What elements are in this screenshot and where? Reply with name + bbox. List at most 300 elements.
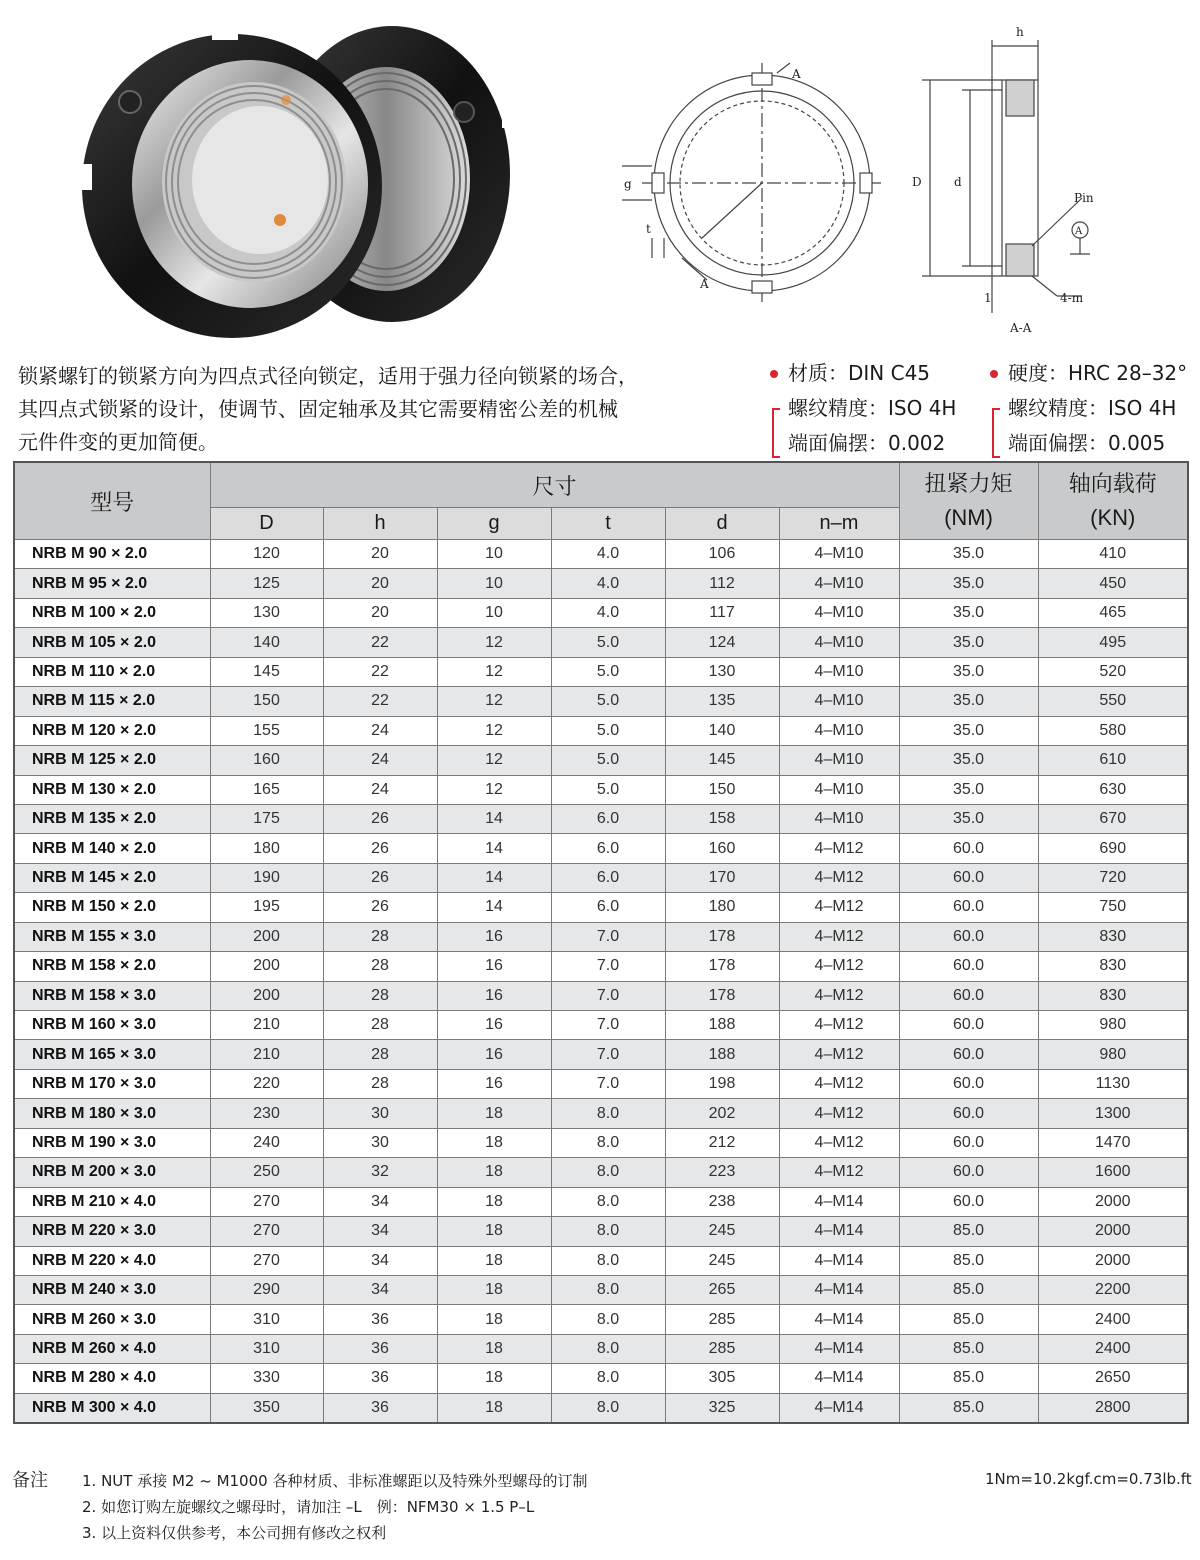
cell-h: 28 [323, 922, 437, 951]
cell-g: 14 [437, 863, 551, 892]
cell-torque: 85.0 [899, 1334, 1038, 1363]
cell-h: 34 [323, 1187, 437, 1216]
table-row [14, 775, 1188, 804]
cell-g: 18 [437, 1393, 551, 1423]
cell-load: 980 [1038, 1040, 1188, 1069]
cell-D: 190 [210, 863, 323, 892]
label-datum: A [1075, 226, 1083, 237]
table-row [14, 716, 1188, 745]
cell-h: 22 [323, 657, 437, 686]
cell-nm: 4–M12 [779, 1011, 899, 1040]
cell-D: 310 [210, 1305, 323, 1334]
cell-torque: 35.0 [899, 775, 1038, 804]
cell-d: 265 [665, 1275, 779, 1304]
table-row [14, 1393, 1188, 1423]
cell-nm: 4–M14 [779, 1393, 899, 1423]
cell-model: NRB M 170 × 3.0 [14, 1069, 210, 1098]
cell-model: NRB M 190 × 3.0 [14, 1128, 210, 1157]
cell-torque: 35.0 [899, 598, 1038, 627]
cell-D: 240 [210, 1128, 323, 1157]
cell-torque: 60.0 [899, 1128, 1038, 1157]
cell-t: 7.0 [551, 981, 665, 1010]
cell-model: NRB M 260 × 3.0 [14, 1305, 210, 1334]
cell-D: 175 [210, 804, 323, 833]
cell-g: 14 [437, 893, 551, 922]
cell-nm: 4–M12 [779, 1158, 899, 1187]
cell-D: 155 [210, 716, 323, 745]
cell-h: 26 [323, 893, 437, 922]
table-row [14, 1246, 1188, 1275]
header-col-t: t [551, 508, 665, 540]
cell-t: 6.0 [551, 863, 665, 892]
specs-hardened [990, 356, 1187, 461]
cell-load: 830 [1038, 981, 1188, 1010]
cell-d: 106 [665, 540, 779, 569]
cell-d: 188 [665, 1040, 779, 1069]
cell-g: 12 [437, 657, 551, 686]
spec-face-runout: 端面偏摆：0.005 [1008, 431, 1166, 455]
cell-d: 145 [665, 746, 779, 775]
cell-d: 305 [665, 1364, 779, 1393]
cell-g: 18 [437, 1187, 551, 1216]
spec-thread-accuracy: 螺纹精度：ISO 4H [1008, 396, 1177, 420]
label-section: A-A [1010, 321, 1032, 335]
cell-t: 5.0 [551, 687, 665, 716]
cell-nm: 4–M10 [779, 598, 899, 627]
cell-torque: 85.0 [899, 1275, 1038, 1304]
cell-h: 36 [323, 1364, 437, 1393]
spec-thread-accuracy: 螺纹精度：ISO 4H [788, 396, 957, 420]
cell-d: 117 [665, 598, 779, 627]
cell-h: 30 [323, 1099, 437, 1128]
cell-g: 16 [437, 952, 551, 981]
cell-load: 610 [1038, 746, 1188, 775]
cell-D: 220 [210, 1069, 323, 1098]
cell-model: NRB M 180 × 3.0 [14, 1099, 210, 1128]
cell-d: 198 [665, 1069, 779, 1098]
note-item: 2. 如您订购左旋螺纹之螺母时，请加注 –L 例：NFM30 × 1.5 P–L [82, 1498, 535, 1516]
cell-model: NRB M 90 × 2.0 [14, 540, 210, 569]
cell-torque: 60.0 [899, 922, 1038, 951]
cell-h: 20 [323, 540, 437, 569]
cell-g: 12 [437, 687, 551, 716]
cell-load: 630 [1038, 775, 1188, 804]
cell-load: 550 [1038, 687, 1188, 716]
cell-g: 16 [437, 981, 551, 1010]
cell-D: 180 [210, 834, 323, 863]
cell-torque: 60.0 [899, 1040, 1038, 1069]
cell-load: 2800 [1038, 1393, 1188, 1423]
cell-D: 140 [210, 628, 323, 657]
cell-torque: 60.0 [899, 1069, 1038, 1098]
cell-torque: 35.0 [899, 657, 1038, 686]
table-row [14, 1275, 1188, 1304]
cell-model: NRB M 140 × 2.0 [14, 834, 210, 863]
cell-model: NRB M 105 × 2.0 [14, 628, 210, 657]
cell-torque: 35.0 [899, 804, 1038, 833]
cell-D: 165 [210, 775, 323, 804]
cell-load: 830 [1038, 922, 1188, 951]
cell-torque: 85.0 [899, 1364, 1038, 1393]
label-h: h [1016, 25, 1024, 39]
cell-torque: 85.0 [899, 1393, 1038, 1423]
cell-nm: 4–M12 [779, 863, 899, 892]
cell-t: 4.0 [551, 540, 665, 569]
cell-t: 4.0 [551, 598, 665, 627]
cell-D: 150 [210, 687, 323, 716]
cell-model: NRB M 150 × 2.0 [14, 893, 210, 922]
note-item: 3. 以上资料仅供参考，本公司拥有修改之权利 [82, 1524, 387, 1542]
cell-d: 150 [665, 775, 779, 804]
cell-nm: 4–M10 [779, 657, 899, 686]
cell-nm: 4–M14 [779, 1305, 899, 1334]
label-D: D [912, 175, 922, 189]
cell-g: 18 [437, 1334, 551, 1363]
cell-model: NRB M 135 × 2.0 [14, 804, 210, 833]
cell-D: 130 [210, 598, 323, 627]
cell-nm: 4–M10 [779, 746, 899, 775]
cell-g: 14 [437, 804, 551, 833]
cell-h: 22 [323, 687, 437, 716]
header-col-D: D [210, 508, 323, 540]
table-row [14, 657, 1188, 686]
cell-h: 28 [323, 952, 437, 981]
cell-d: 140 [665, 716, 779, 745]
cell-g: 12 [437, 628, 551, 657]
description-line: 其四点式锁紧的设计，使调节、固定轴承及其它需要精密公差的机械 [18, 397, 618, 421]
cell-D: 195 [210, 893, 323, 922]
cell-h: 34 [323, 1246, 437, 1275]
cell-load: 1470 [1038, 1128, 1188, 1157]
cell-d: 135 [665, 687, 779, 716]
cell-h: 22 [323, 628, 437, 657]
cell-h: 28 [323, 1040, 437, 1069]
cell-t: 7.0 [551, 1011, 665, 1040]
table-row [14, 981, 1188, 1010]
cell-g: 10 [437, 569, 551, 598]
cell-load: 2650 [1038, 1364, 1188, 1393]
cell-nm: 4–M10 [779, 569, 899, 598]
cell-nm: 4–M12 [779, 922, 899, 951]
cell-torque: 35.0 [899, 540, 1038, 569]
cell-d: 130 [665, 657, 779, 686]
cell-nm: 4–M12 [779, 1128, 899, 1157]
cell-h: 28 [323, 1011, 437, 1040]
cell-D: 290 [210, 1275, 323, 1304]
cell-t: 8.0 [551, 1246, 665, 1275]
cell-d: 245 [665, 1246, 779, 1275]
table-row [14, 1040, 1188, 1069]
label-a-bottom: A [700, 277, 709, 291]
cell-t: 5.0 [551, 746, 665, 775]
note-item: 1. NUT 承接 M2 ~ M1000 各种材质、非标准螺距以及特殊外型螺母的订制 [82, 1472, 588, 1490]
cell-d: 178 [665, 952, 779, 981]
cell-t: 5.0 [551, 775, 665, 804]
cell-D: 210 [210, 1040, 323, 1069]
cell-g: 18 [437, 1305, 551, 1334]
cell-t: 4.0 [551, 569, 665, 598]
cell-h: 28 [323, 1069, 437, 1098]
table-row [14, 1305, 1188, 1334]
technical-drawing [612, 18, 1102, 348]
cell-nm: 4–M12 [779, 893, 899, 922]
cell-load: 2200 [1038, 1275, 1188, 1304]
label-a-top: A [792, 67, 801, 81]
cell-D: 145 [210, 657, 323, 686]
cell-d: 112 [665, 569, 779, 598]
table-row [14, 863, 1188, 892]
cell-load: 2400 [1038, 1305, 1188, 1334]
description-line: 锁紧螺钉的锁紧方向为四点式径向锁定，适用于强力径向锁紧的场合， [18, 364, 638, 388]
table-row [14, 628, 1188, 657]
cell-model: NRB M 160 × 3.0 [14, 1011, 210, 1040]
cell-model: NRB M 260 × 4.0 [14, 1334, 210, 1363]
cell-model: NRB M 120 × 2.0 [14, 716, 210, 745]
cell-nm: 4–M10 [779, 540, 899, 569]
cell-model: NRB M 220 × 3.0 [14, 1217, 210, 1246]
cell-g: 16 [437, 1011, 551, 1040]
front-view [622, 63, 882, 303]
cell-D: 200 [210, 981, 323, 1010]
cell-d: 285 [665, 1334, 779, 1363]
cell-model: NRB M 158 × 2.0 [14, 952, 210, 981]
table-row [14, 1217, 1188, 1246]
cell-D: 270 [210, 1217, 323, 1246]
cell-t: 6.0 [551, 893, 665, 922]
cell-t: 7.0 [551, 1069, 665, 1098]
cell-load: 2000 [1038, 1217, 1188, 1246]
cell-D: 160 [210, 746, 323, 775]
cell-h: 34 [323, 1275, 437, 1304]
cell-t: 7.0 [551, 1040, 665, 1069]
cell-h: 36 [323, 1305, 437, 1334]
cell-g: 16 [437, 922, 551, 951]
spec-hardness: 硬度：HRC 28–32° [1008, 361, 1188, 385]
cell-model: NRB M 130 × 2.0 [14, 775, 210, 804]
table-row [14, 922, 1188, 951]
cell-torque: 85.0 [899, 1305, 1038, 1334]
cell-t: 7.0 [551, 952, 665, 981]
cell-g: 14 [437, 834, 551, 863]
cell-t: 8.0 [551, 1275, 665, 1304]
cell-load: 1600 [1038, 1158, 1188, 1187]
cell-d: 325 [665, 1393, 779, 1423]
cell-d: 124 [665, 628, 779, 657]
product-photo [72, 14, 522, 344]
cell-load: 2000 [1038, 1246, 1188, 1275]
cell-nm: 4–M14 [779, 1275, 899, 1304]
spec-table [13, 461, 1189, 1424]
label-4m: 4-m [1060, 291, 1084, 305]
cell-torque: 85.0 [899, 1246, 1038, 1275]
label-t: t [646, 222, 651, 236]
cell-nm: 4–M10 [779, 628, 899, 657]
label-g: g [624, 177, 632, 191]
cell-nm: 4–M10 [779, 687, 899, 716]
cell-t: 8.0 [551, 1158, 665, 1187]
cell-nm: 4–M12 [779, 952, 899, 981]
cell-torque: 85.0 [899, 1217, 1038, 1246]
cell-t: 7.0 [551, 922, 665, 951]
cell-t: 6.0 [551, 834, 665, 863]
cell-t: 8.0 [551, 1305, 665, 1334]
cell-D: 200 [210, 922, 323, 951]
label-1: 1 [984, 291, 992, 305]
cell-load: 830 [1038, 952, 1188, 981]
header-torque-unit: (NM) [944, 505, 993, 530]
cell-model: NRB M 220 × 4.0 [14, 1246, 210, 1275]
section-view [922, 40, 1090, 313]
table-row [14, 540, 1188, 569]
cell-D: 330 [210, 1364, 323, 1393]
cell-torque: 35.0 [899, 687, 1038, 716]
cell-model: NRB M 95 × 2.0 [14, 569, 210, 598]
cell-load: 580 [1038, 716, 1188, 745]
cell-nm: 4–M12 [779, 981, 899, 1010]
cell-g: 18 [437, 1275, 551, 1304]
cell-nm: 4–M14 [779, 1334, 899, 1363]
cell-torque: 60.0 [899, 1187, 1038, 1216]
cell-torque: 35.0 [899, 628, 1038, 657]
cell-t: 8.0 [551, 1364, 665, 1393]
cell-D: 310 [210, 1334, 323, 1363]
cell-D: 125 [210, 569, 323, 598]
cell-h: 36 [323, 1393, 437, 1423]
cell-g: 18 [437, 1158, 551, 1187]
cell-load: 690 [1038, 834, 1188, 863]
cell-h: 34 [323, 1217, 437, 1246]
header-load-label: 轴向载荷 [1068, 471, 1157, 496]
table-row [14, 1099, 1188, 1128]
cell-model: NRB M 200 × 3.0 [14, 1158, 210, 1187]
header-dimensions: 尺寸 [210, 462, 899, 508]
cell-d: 160 [665, 834, 779, 863]
cell-d: 245 [665, 1217, 779, 1246]
cell-g: 12 [437, 746, 551, 775]
cell-g: 16 [437, 1069, 551, 1098]
cell-nm: 4–M12 [779, 1069, 899, 1098]
cell-g: 18 [437, 1364, 551, 1393]
table-row [14, 1158, 1188, 1187]
cell-g: 18 [437, 1099, 551, 1128]
table-row [14, 1128, 1188, 1157]
cell-g: 18 [437, 1128, 551, 1157]
cell-h: 36 [323, 1334, 437, 1363]
spec-material: 材质：DIN C45 [788, 361, 931, 385]
cell-load: 750 [1038, 893, 1188, 922]
cell-model: NRB M 210 × 4.0 [14, 1187, 210, 1216]
header-col-d: d [665, 508, 779, 540]
cell-d: 223 [665, 1158, 779, 1187]
cell-d: 158 [665, 804, 779, 833]
cell-model: NRB M 165 × 3.0 [14, 1040, 210, 1069]
cell-load: 1300 [1038, 1099, 1188, 1128]
cell-model: NRB M 115 × 2.0 [14, 687, 210, 716]
table-row [14, 598, 1188, 627]
cell-torque: 35.0 [899, 569, 1038, 598]
cell-h: 24 [323, 746, 437, 775]
cell-D: 250 [210, 1158, 323, 1187]
cell-load: 450 [1038, 569, 1188, 598]
cell-d: 188 [665, 1011, 779, 1040]
header-model: 型号 [14, 462, 210, 540]
header-col-nm: n–m [779, 508, 899, 540]
cell-torque: 35.0 [899, 716, 1038, 745]
cell-h: 26 [323, 804, 437, 833]
cell-model: NRB M 125 × 2.0 [14, 746, 210, 775]
cell-load: 980 [1038, 1011, 1188, 1040]
spec-face-runout: 端面偏摆：0.002 [788, 431, 946, 455]
cell-d: 238 [665, 1187, 779, 1216]
cell-D: 230 [210, 1099, 323, 1128]
header-torque-label: 扭紧力矩 [924, 471, 1013, 496]
table-row [14, 569, 1188, 598]
cell-t: 8.0 [551, 1334, 665, 1363]
table-row [14, 1069, 1188, 1098]
cell-model: NRB M 110 × 2.0 [14, 657, 210, 686]
table-row [14, 746, 1188, 775]
cell-h: 30 [323, 1128, 437, 1157]
table-row [14, 952, 1188, 981]
table-row [14, 893, 1188, 922]
cell-t: 5.0 [551, 716, 665, 745]
cell-D: 120 [210, 540, 323, 569]
cell-h: 28 [323, 981, 437, 1010]
cell-nm: 4–M14 [779, 1364, 899, 1393]
cell-model: NRB M 100 × 2.0 [14, 598, 210, 627]
cell-nm: 4–M10 [779, 804, 899, 833]
cell-nm: 4–M12 [779, 834, 899, 863]
cell-load: 410 [1038, 540, 1188, 569]
specs-standard [770, 356, 956, 461]
cell-g: 12 [437, 716, 551, 745]
cell-load: 520 [1038, 657, 1188, 686]
cell-h: 26 [323, 863, 437, 892]
cell-t: 8.0 [551, 1217, 665, 1246]
cell-torque: 60.0 [899, 893, 1038, 922]
cell-D: 350 [210, 1393, 323, 1423]
cell-load: 1130 [1038, 1069, 1188, 1098]
cell-h: 32 [323, 1158, 437, 1187]
cell-torque: 35.0 [899, 746, 1038, 775]
header-torque [899, 462, 1038, 540]
cell-t: 5.0 [551, 657, 665, 686]
table-row [14, 1364, 1188, 1393]
cell-torque: 60.0 [899, 952, 1038, 981]
header-load-unit: (KN) [1090, 505, 1136, 530]
cell-model: NRB M 280 × 4.0 [14, 1364, 210, 1393]
cell-load: 2400 [1038, 1334, 1188, 1363]
cell-nm: 4–M12 [779, 1040, 899, 1069]
cell-D: 210 [210, 1011, 323, 1040]
table-row [14, 1011, 1188, 1040]
cell-model: NRB M 240 × 3.0 [14, 1275, 210, 1304]
cell-g: 16 [437, 1040, 551, 1069]
cell-model: NRB M 155 × 3.0 [14, 922, 210, 951]
table-row [14, 1187, 1188, 1216]
cell-nm: 4–M14 [779, 1246, 899, 1275]
label-d: d [954, 175, 962, 189]
cell-d: 202 [665, 1099, 779, 1128]
cell-t: 8.0 [551, 1393, 665, 1423]
table-row [14, 804, 1188, 833]
cell-model: NRB M 300 × 4.0 [14, 1393, 210, 1423]
cell-g: 12 [437, 775, 551, 804]
cell-D: 200 [210, 952, 323, 981]
cell-D: 270 [210, 1187, 323, 1216]
cell-torque: 60.0 [899, 834, 1038, 863]
cell-load: 495 [1038, 628, 1188, 657]
